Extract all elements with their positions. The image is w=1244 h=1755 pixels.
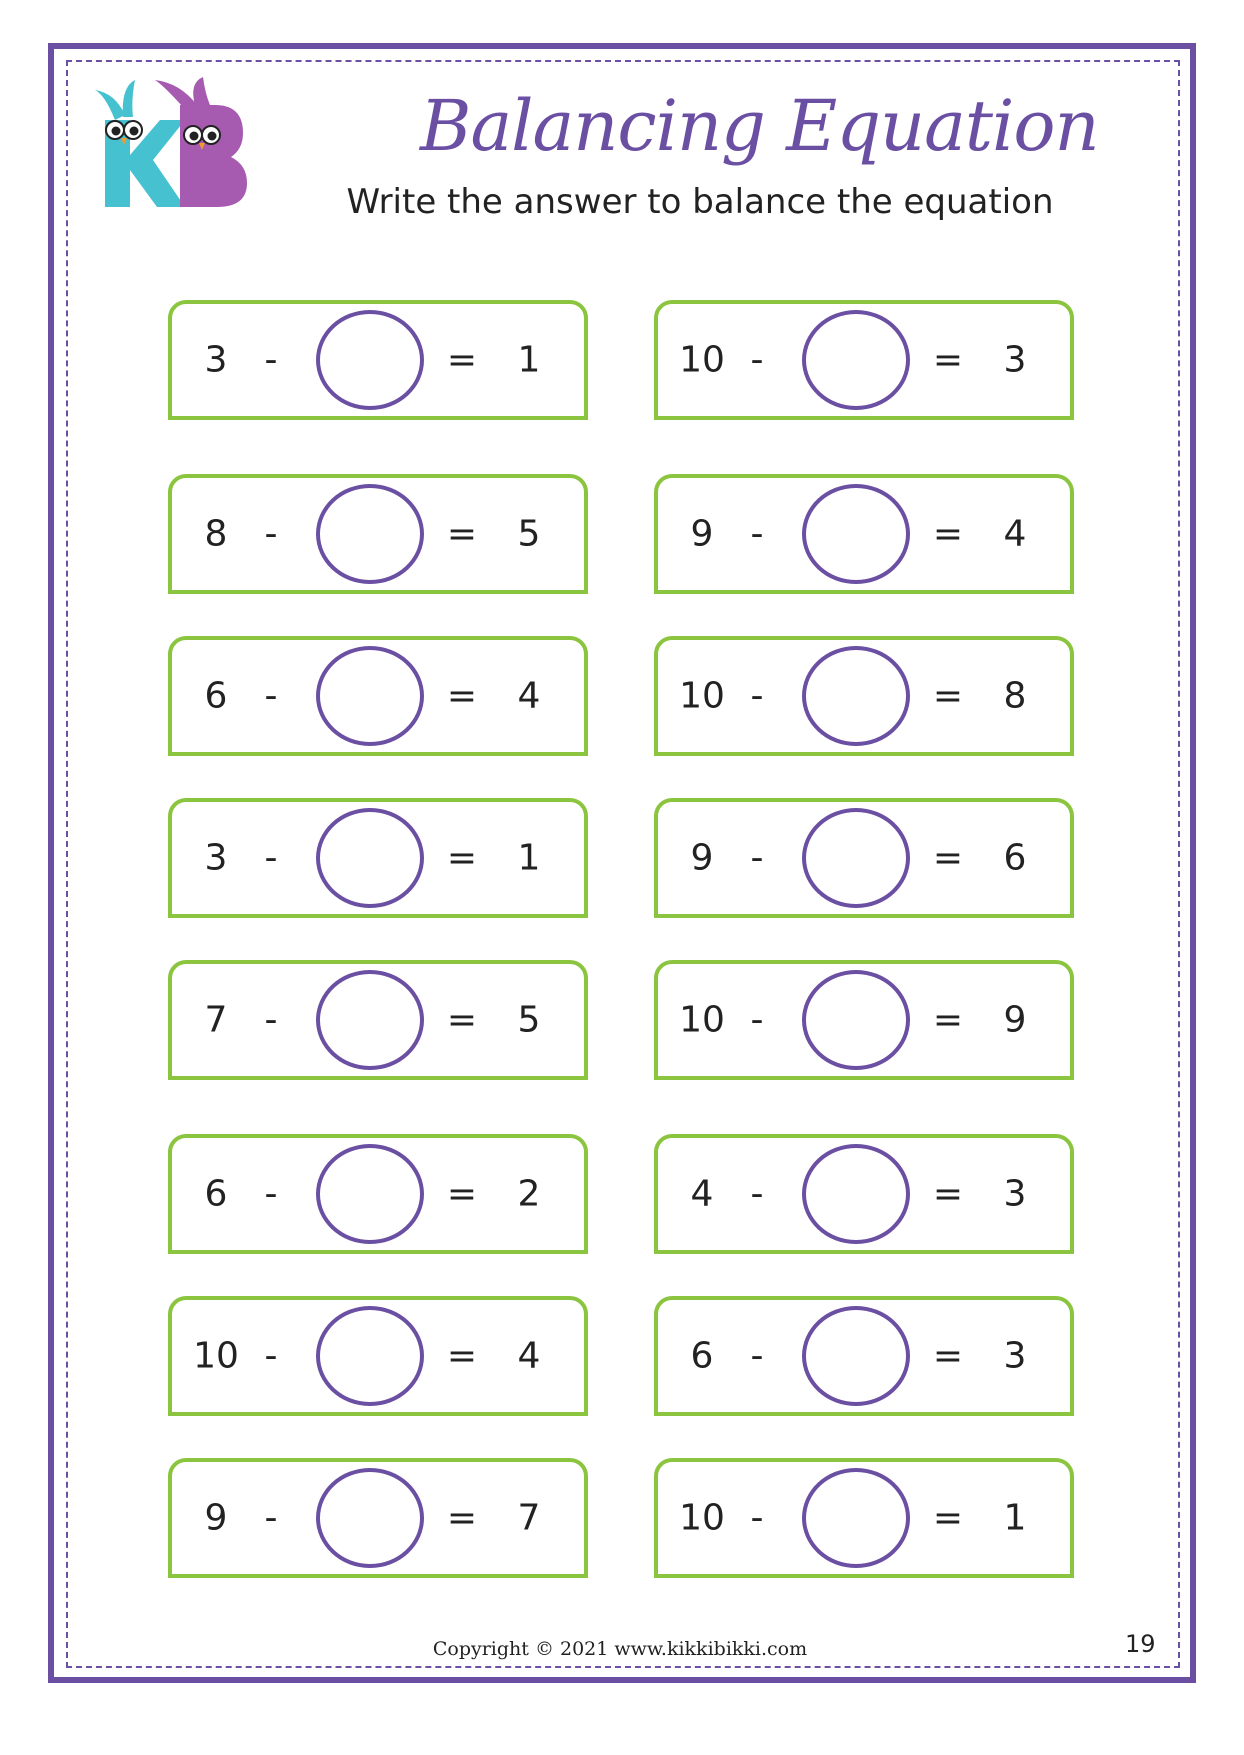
equation-box <box>168 1134 588 1254</box>
answer-circle[interactable] <box>316 484 424 584</box>
minuend: 8 <box>204 513 228 555</box>
minus-sign: - <box>750 837 764 879</box>
answer-circle[interactable] <box>802 646 910 746</box>
equation-box <box>654 1296 1074 1416</box>
minuend: 9 <box>690 513 714 555</box>
equals-sign: = <box>446 1335 478 1377</box>
result: 5 <box>517 513 541 555</box>
result: 3 <box>1003 1173 1027 1215</box>
answer-circle[interactable] <box>316 1468 424 1568</box>
answer-circle[interactable] <box>802 1306 910 1406</box>
equals-sign: = <box>932 999 964 1041</box>
equals-sign: = <box>932 1497 964 1539</box>
equals-sign: = <box>446 999 478 1041</box>
minus-sign: - <box>750 675 764 717</box>
result: 4 <box>517 1335 541 1377</box>
equation-box <box>168 798 588 918</box>
equals-sign: = <box>446 513 478 555</box>
answer-circle[interactable] <box>802 808 910 908</box>
minuend: 6 <box>204 1173 228 1215</box>
minus-sign: - <box>750 1173 764 1215</box>
minus-sign: - <box>750 339 764 381</box>
minuend: 10 <box>193 1335 239 1377</box>
minus-sign: - <box>264 1335 278 1377</box>
result: 3 <box>1003 1335 1027 1377</box>
minuend: 3 <box>204 339 228 381</box>
answer-circle[interactable] <box>802 970 910 1070</box>
kb-logo <box>85 75 250 215</box>
equation-box <box>654 474 1074 594</box>
equation-box <box>168 960 588 1080</box>
minus-sign: - <box>750 513 764 555</box>
result: 1 <box>517 339 541 381</box>
minus-sign: - <box>264 675 278 717</box>
minuend: 4 <box>690 1173 714 1215</box>
minuend: 3 <box>204 837 228 879</box>
answer-circle[interactable] <box>316 1306 424 1406</box>
equals-sign: = <box>446 675 478 717</box>
equation-box <box>168 474 588 594</box>
equals-sign: = <box>446 837 478 879</box>
equals-sign: = <box>932 513 964 555</box>
result: 6 <box>1003 837 1027 879</box>
minuend: 10 <box>679 675 725 717</box>
equation-box <box>654 1134 1074 1254</box>
equals-sign: = <box>446 1173 478 1215</box>
minuend: 9 <box>204 1497 228 1539</box>
answer-circle[interactable] <box>316 646 424 746</box>
minus-sign: - <box>750 1335 764 1377</box>
minuend: 6 <box>204 675 228 717</box>
minuend: 10 <box>679 1497 725 1539</box>
minuend: 10 <box>679 999 725 1041</box>
answer-circle[interactable] <box>316 1144 424 1244</box>
minuend: 7 <box>204 999 228 1041</box>
answer-circle[interactable] <box>316 970 424 1070</box>
minus-sign: - <box>264 837 278 879</box>
equation-box <box>654 798 1074 918</box>
equals-sign: = <box>932 675 964 717</box>
minus-sign: - <box>264 1173 278 1215</box>
equals-sign: = <box>932 1173 964 1215</box>
page-number: 19 <box>1125 1630 1156 1658</box>
page-title: Balancing Equation <box>420 85 1099 167</box>
equals-sign: = <box>932 837 964 879</box>
equation-box <box>168 1296 588 1416</box>
answer-circle[interactable] <box>802 1144 910 1244</box>
instructions: Write the answer to balance the equation <box>346 182 1054 222</box>
equation-box <box>654 636 1074 756</box>
minus-sign: - <box>750 999 764 1041</box>
minus-sign: - <box>264 339 278 381</box>
equation-box <box>654 300 1074 420</box>
minuend: 10 <box>679 339 725 381</box>
answer-circle[interactable] <box>802 484 910 584</box>
answer-circle[interactable] <box>316 310 424 410</box>
copyright-notice: Copyright © 2021 www.kikkibikki.com <box>432 1638 808 1660</box>
result: 2 <box>517 1173 541 1215</box>
result: 4 <box>517 675 541 717</box>
result: 5 <box>517 999 541 1041</box>
result: 3 <box>1003 339 1027 381</box>
minus-sign: - <box>264 1497 278 1539</box>
result: 7 <box>517 1497 541 1539</box>
minuend: 9 <box>690 837 714 879</box>
answer-circle[interactable] <box>802 310 910 410</box>
result: 9 <box>1003 999 1027 1041</box>
equals-sign: = <box>932 339 964 381</box>
result: 4 <box>1003 513 1027 555</box>
minus-sign: - <box>264 999 278 1041</box>
equals-sign: = <box>446 1497 478 1539</box>
minuend: 6 <box>690 1335 714 1377</box>
result: 1 <box>517 837 541 879</box>
result: 1 <box>1003 1497 1027 1539</box>
equation-box <box>168 300 588 420</box>
minus-sign: - <box>264 513 278 555</box>
equation-box <box>654 960 1074 1080</box>
answer-circle[interactable] <box>316 808 424 908</box>
equation-box <box>654 1458 1074 1578</box>
answer-circle[interactable] <box>802 1468 910 1568</box>
result: 8 <box>1003 675 1027 717</box>
equals-sign: = <box>446 339 478 381</box>
minus-sign: - <box>750 1497 764 1539</box>
equation-box <box>168 636 588 756</box>
equation-box <box>168 1458 588 1578</box>
equals-sign: = <box>932 1335 964 1377</box>
